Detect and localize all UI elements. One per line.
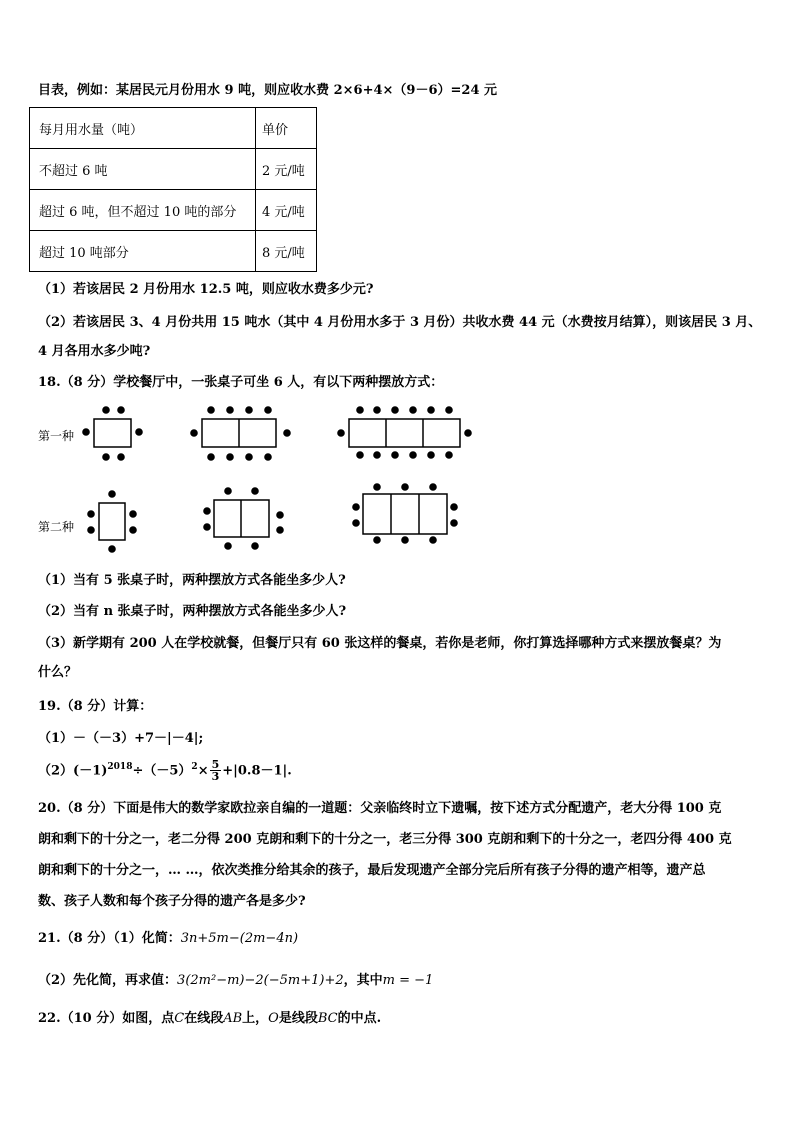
- q18-part3-line1: （3）新学期有 200 人在学校就餐，但餐厅只有 60 张这样的餐桌，若你是老师，你打算选择哪种方式来摆放餐桌？为: [38, 636, 722, 651]
- table-cell: 超过 6 吨，但不超过 10 吨的部分: [30, 190, 256, 231]
- q19-part2-prefix: （2）(－1): [38, 763, 108, 779]
- q18-heading: 18.（8 分）学校餐厅中，一张桌子可坐 6 人，有以下两种摆放方式：: [38, 375, 444, 390]
- q19-part2-division: ÷（－5）: [132, 763, 192, 779]
- q19-times-sign: ×: [197, 763, 209, 779]
- q21-expression-1: 3n+5m−(2m−4n): [180, 931, 299, 946]
- q20-line4: 数、孩子人数和每个孩子分得的遗产各是多少?: [38, 894, 306, 909]
- q19-exponent-2: 2: [191, 762, 198, 772]
- q21-part1-prefix: 21.（8 分）（1）化简：: [38, 931, 181, 946]
- q22-text-2: 上，: [242, 1011, 269, 1026]
- q21-expression-2: 3(2m²−m)−2(−5m+1)+2: [177, 973, 344, 988]
- q21-part1: [38, 930, 298, 948]
- q22-prefix: 22.（10 分）如图，点: [38, 1011, 175, 1026]
- q19-part1: （1）－（－3）+7－|－4|;: [38, 731, 204, 746]
- q19-heading: 19.（8 分）计算：: [38, 699, 153, 714]
- q20-line3: 朗和剩下的十分之一，… …，依次类推分给其余的孩子，最后发现遗产全部分完后所有孩子分得的遗产相等，遗产总: [38, 863, 706, 878]
- table-cell: 4 元/吨: [256, 190, 317, 231]
- arrangement-2-two-tables: [204, 488, 284, 550]
- arrangement-1-two-tables: [191, 407, 291, 461]
- table-cell: 2 元/吨: [256, 149, 317, 190]
- q20-line2: 朗和剩下的十分之一，老二分得 200 克朗和剩下的十分之一，老三分得 300 克朗和剩下的十分之一，老四分得 400 克: [38, 832, 732, 847]
- arrangement-2-label: 第二种: [38, 520, 75, 534]
- q21-condition: m = −1: [382, 973, 434, 988]
- q19-exponent-1: 2018: [107, 762, 133, 772]
- q22-suffix: 的中点.: [337, 1011, 382, 1026]
- q22-text-1: 在线段: [184, 1011, 224, 1026]
- fraction-denominator: 3: [211, 770, 220, 784]
- q22-statement: [38, 1010, 381, 1028]
- q18-part2: （2）当有 n 张桌子时，两种摆放方式各能坐多少人?: [38, 604, 347, 619]
- intro-line: 目表，例如：某居民元月份用水 9 吨，则应收水费 2×6+4×（9－6）=24 元: [38, 83, 498, 98]
- segment-ab: AB: [223, 1011, 243, 1026]
- table-header-cell: 单价: [256, 108, 317, 149]
- q22-text-3: 是线段: [278, 1011, 318, 1026]
- arrangement-1-label: 第一种: [38, 429, 75, 443]
- arrangement-1-one-table: [83, 407, 143, 461]
- point-c: C: [174, 1011, 185, 1026]
- table-header-cell: 每月用水量（吨）: [30, 108, 256, 149]
- table-cell: 8 元/吨: [256, 231, 317, 272]
- point-o: O: [268, 1011, 279, 1026]
- table-cell: 不超过 6 吨: [30, 149, 256, 190]
- arrangement-2-one-table: [88, 491, 137, 553]
- q21-part2: [38, 972, 433, 990]
- q20-line1: 20.（8 分）下面是伟大的数学家欧拉亲自编的一道题：父亲临终时立下遗嘱，按下述方式分配遗产，老大分得 100 克: [38, 801, 722, 816]
- q17-part2-line2: 4 月各用水多少吨?: [38, 344, 151, 359]
- q21-part2-prefix: （2）先化简，再求值：: [38, 973, 178, 988]
- fraction-numerator: 5: [211, 758, 220, 772]
- q19-part2-suffix: +|0.8－1|.: [222, 763, 292, 779]
- q17-part2-line1: （2）若该居民 3、4 月份共用 15 吨水（其中 4 月份用水多于 3 月份）共收水费 44 元（水费按月结算），则该居民 3 月、: [38, 315, 762, 330]
- q17-part1: （1）若该居民 2 月份用水 12.5 吨，则应收水费多少元?: [38, 282, 374, 297]
- q19-part2: [38, 758, 292, 782]
- q18-part1: （1）当有 5 张桌子时，两种摆放方式各能坐多少人?: [38, 573, 346, 588]
- q18-part3-line2: 什么？: [38, 665, 78, 680]
- arrangement-2-three-tables: [353, 484, 458, 544]
- q19-fraction: [210, 759, 222, 782]
- segment-bc: BC: [317, 1011, 338, 1026]
- table-cell: 超过 10 吨部分: [30, 231, 256, 272]
- q21-part2-condition-text: ，其中: [343, 973, 383, 988]
- arrangement-1-three-tables: [338, 407, 472, 459]
